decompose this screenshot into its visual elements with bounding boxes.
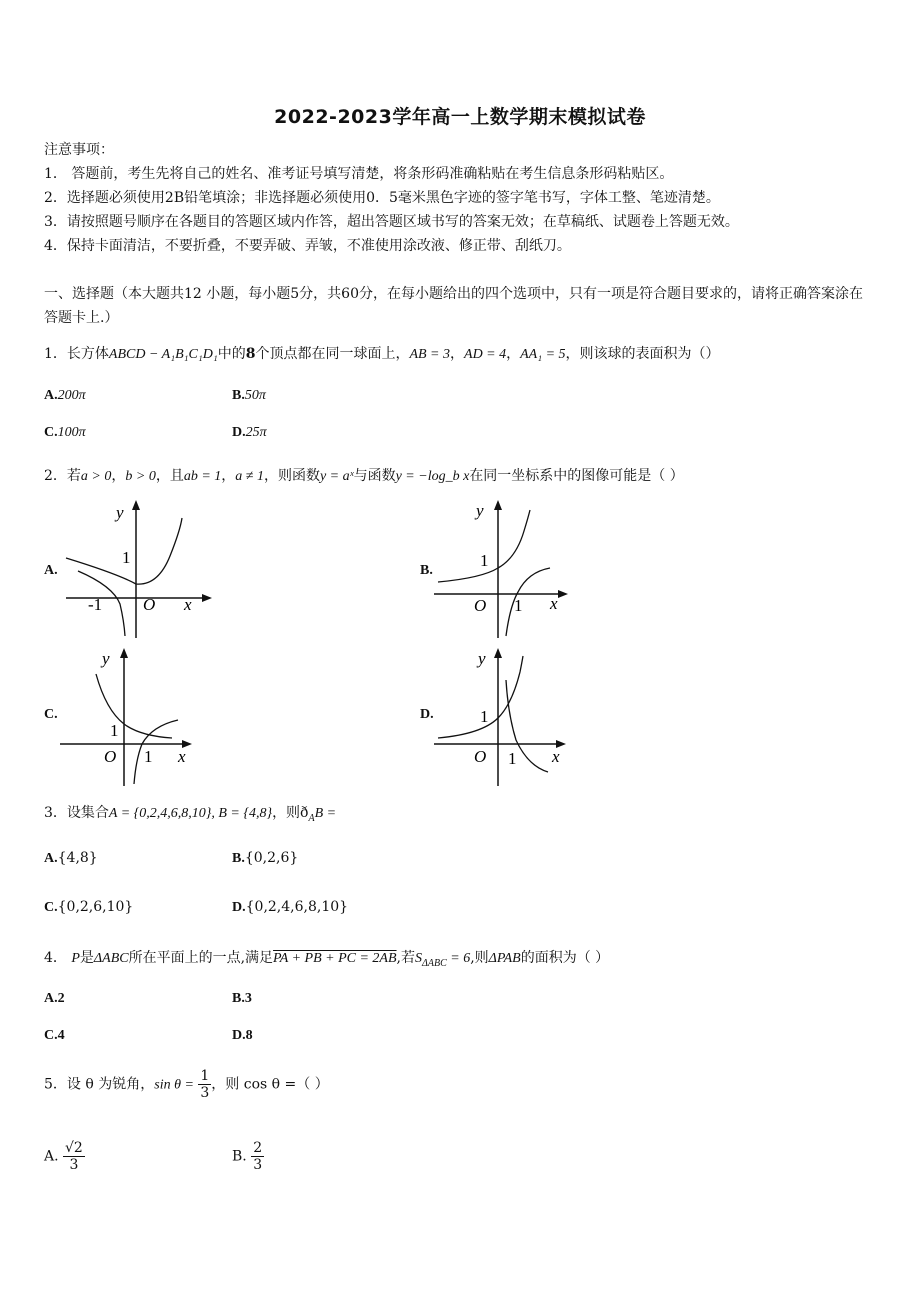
question-4: 4． P是ΔABC所在平面上的一点,满足PA + PB + PC = 2AB,若$S_{\Delta ABC} = 6$,则ΔPAB的面积为（ ） <box>44 950 610 969</box>
notice-item-4: 4．保持卡面清洁，不要折叠，不要弄破、弄皱，不准使用涂改液、修正带、刮纸刀。 <box>44 238 571 254</box>
q2-option-b-graph[interactable] <box>432 496 582 641</box>
q2-option-c-graph[interactable] <box>58 644 208 789</box>
q2-c-y-label: y <box>102 649 110 668</box>
q1-shape: ABCD − A₁B₁C₁D₁ <box>108 347 218 362</box>
q3-option-c[interactable]: C.{0,2,6,10} <box>44 899 134 915</box>
q2-d-y-label: y <box>478 649 486 668</box>
q2-a-mark-1: 1 <box>122 548 131 567</box>
q2-option-c-label[interactable]: C. <box>44 707 58 722</box>
q2-c-origin-label: O <box>104 747 117 766</box>
q2-b-y-label: y <box>476 501 484 520</box>
q1-option-a[interactable]: A.200π <box>44 388 86 403</box>
q2-d-origin-label: O <box>474 747 487 766</box>
question-5: 5．设 θ 为锐角，sin θ = $\frac{1}{3}$ ，则 cos θ =（ ） <box>44 1068 329 1101</box>
q4-option-d[interactable]: D.8 <box>232 1028 253 1043</box>
q2-c-x-label: x <box>178 747 186 766</box>
q2-option-b-label[interactable]: B. <box>420 563 433 578</box>
q2-a-origin-label: O <box>143 595 156 614</box>
q2-d-x-label: x <box>552 747 560 766</box>
q3-option-a[interactable]: A.{4,8} <box>44 850 98 866</box>
question-1: 1．长方体ABCD − A₁B₁C₁D₁中的8个顶点都在同一球面上，AB = 3，AD = 4，AA₁ = 5，则该球的表面积为（） <box>44 346 720 362</box>
section-heading: 一、选择题（本大题共12 小题，每小题5分，共60分，在每小题给出的四个选项中，只有一项是符合题目要求的，请将正确答案涂在答题卡上.） <box>44 286 863 326</box>
q2-a-x-label: x <box>184 595 192 614</box>
q2-option-a-label[interactable]: A. <box>44 563 58 578</box>
q2-b-origin-label: O <box>474 596 487 615</box>
q5-option-a[interactable]: A. $\frac{√2}{3}$ <box>44 1140 83 1173</box>
q2-option-a-graph[interactable] <box>58 496 218 641</box>
q3-option-b[interactable]: B.{0,2,6} <box>232 850 299 866</box>
notice-item-1: 1． 答题前，考生先将自己的姓名、准考证号填写清楚，将条形码准确粘贴在考生信息条形码粘贴区。 <box>44 166 674 182</box>
q1-option-b[interactable]: B.50π <box>232 388 266 403</box>
q3-option-d[interactable]: D.{0,2,4,6,8,10} <box>232 899 349 915</box>
notice-item-3: 3．请按照题号顺序在各题目的答题区域内作答，超出答题区域书写的答案无效；在草稿纸、试题卷上答题无效。 <box>44 214 739 230</box>
q4-option-a[interactable]: A.2 <box>44 991 65 1006</box>
q2-c-mark-x1: 1 <box>144 747 153 766</box>
q1-option-c[interactable]: C.100π <box>44 425 86 440</box>
notice-item-2: 2．选择题必须使用2B铅笔填涂；非选择题必须使用0．5毫米黑色字迹的签字笔书写，字体工整、笔迹清楚。 <box>44 190 720 206</box>
question-3: 3．设集合A = {0,2,4,6,8,10}, B = {4,8}，则$ð_AB$ = <box>44 805 337 824</box>
q2-a-y-label: y <box>116 503 124 522</box>
q2-option-d-graph[interactable] <box>432 644 582 789</box>
page-title: 2022-2023学年高一上数学期末模拟试卷 <box>274 106 646 128</box>
q2-d-mark-1: 1 <box>480 707 489 726</box>
q4-vector-equation: PA + PB + PC = 2AB <box>273 951 397 966</box>
q1-option-d[interactable]: D.25π <box>232 425 267 440</box>
q2-b-mark-x1: 1 <box>514 596 523 615</box>
q4-option-b[interactable]: B.3 <box>232 991 252 1006</box>
question-2: 2．若a > 0，b > 0，且ab = 1，a ≠ 1，则函数y = aˣ与函数y = −log_b x在同一坐标系中的图像可能是（ ） <box>44 468 684 484</box>
q2-a-mark-neg1: -1 <box>88 595 103 614</box>
q4-option-c[interactable]: C.4 <box>44 1028 65 1043</box>
notice-heading: 注意事项： <box>44 142 114 158</box>
q2-option-d-label[interactable]: D. <box>420 707 434 722</box>
q5-option-b[interactable]: B. $\frac{2}{3}$ <box>232 1140 263 1173</box>
q5-fraction: $\frac{1}{3}$ <box>200 1068 210 1101</box>
q2-b-mark-1: 1 <box>480 551 489 570</box>
q2-b-x-label: x <box>550 594 558 613</box>
q2-c-mark-1: 1 <box>110 721 119 740</box>
q2-d-mark-x1: 1 <box>508 749 517 768</box>
